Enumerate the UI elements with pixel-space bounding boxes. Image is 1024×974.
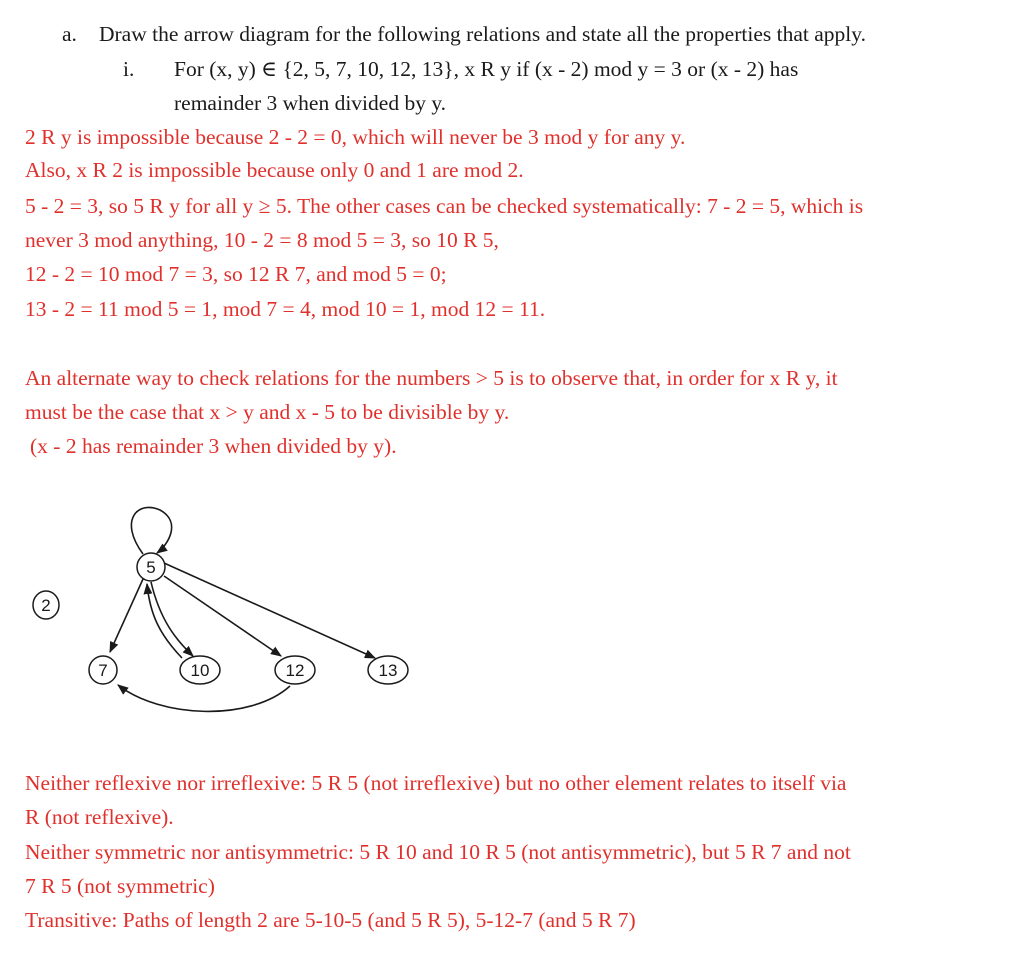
- solution-line: 5 - 2 = 3, so 5 R y for all y ≥ 5. The other cases can be checked systematically: 7 - 2 = 5, which is: [25, 194, 864, 218]
- node-12: [275, 656, 315, 684]
- solution-line: 12 - 2 = 10 mod 7 = 3, so 12 R 7, and mod 5 = 0;: [25, 262, 447, 286]
- alternate-method-line: (x - 2 has remainder 3 when divided by y).: [30, 434, 397, 458]
- properties-line: Transitive: Paths of length 2 are 5-10-5 (and 5 R 5), 5-12-7 (and 5 R 7): [25, 908, 636, 932]
- node-5: [137, 553, 165, 581]
- svg-text:7: 7: [98, 661, 108, 680]
- edge-5-7: [110, 579, 143, 652]
- node-10: [180, 656, 220, 684]
- alternate-method-line: An alternate way to check relations for the numbers > 5 is to observe that, in order for x R y, it: [25, 366, 838, 390]
- svg-text:13: 13: [378, 661, 398, 680]
- edge-5-13: [164, 563, 375, 658]
- item-i-marker: i.: [123, 57, 135, 81]
- edge-5-10: [151, 582, 193, 656]
- solution-line: Also, x R 2 is impossible because only 0 and 1 are mod 2.: [25, 158, 524, 182]
- node-13: [368, 656, 408, 684]
- node-7: [89, 656, 117, 684]
- svg-text:10: 10: [190, 661, 210, 680]
- properties-line: 7 R 5 (not symmetric): [25, 874, 215, 898]
- item-a-text: Draw the arrow diagram for the following relations and state all the properties that apply.: [99, 22, 866, 46]
- solution-line: 13 - 2 = 11 mod 5 = 1, mod 7 = 4, mod 10 = 1, mod 12 = 11.: [25, 297, 546, 321]
- node-2: [33, 591, 59, 619]
- edge-5-5: [131, 507, 171, 554]
- edge-12-7: [118, 685, 290, 711]
- properties-line: Neither symmetric nor antisymmetric: 5 R 10 and 10 R 5 (not antisymmetric), but 5 R 7 and not: [25, 840, 851, 864]
- properties-line: R (not reflexive).: [25, 805, 174, 829]
- solution-line: never 3 mod anything, 10 - 2 = 8 mod 5 = 3, so 10 R 5,: [25, 228, 499, 252]
- svg-text:5: 5: [146, 558, 156, 577]
- properties-line: Neither reflexive nor irreflexive: 5 R 5 (not irreflexive) but no other element relates to itself via: [25, 771, 847, 795]
- alternate-method-line: must be the case that x > y and x - 5 to be divisible by y.: [25, 400, 510, 424]
- relation-statement-line1: For (x, y) ∈ {2, 5, 7, 10, 12, 13}, x R y if (x - 2) mod y = 3 or (x - 2) has: [174, 57, 799, 81]
- item-a-marker: a.: [62, 22, 77, 46]
- relation-statement-line2: remainder 3 when divided by y.: [174, 91, 447, 115]
- svg-text:2: 2: [41, 596, 51, 615]
- solution-line: 2 R y is impossible because 2 - 2 = 0, which will never be 3 mod y for any y.: [25, 125, 686, 149]
- arrow-diagram: [0, 490, 520, 715]
- svg-text:12: 12: [285, 661, 305, 680]
